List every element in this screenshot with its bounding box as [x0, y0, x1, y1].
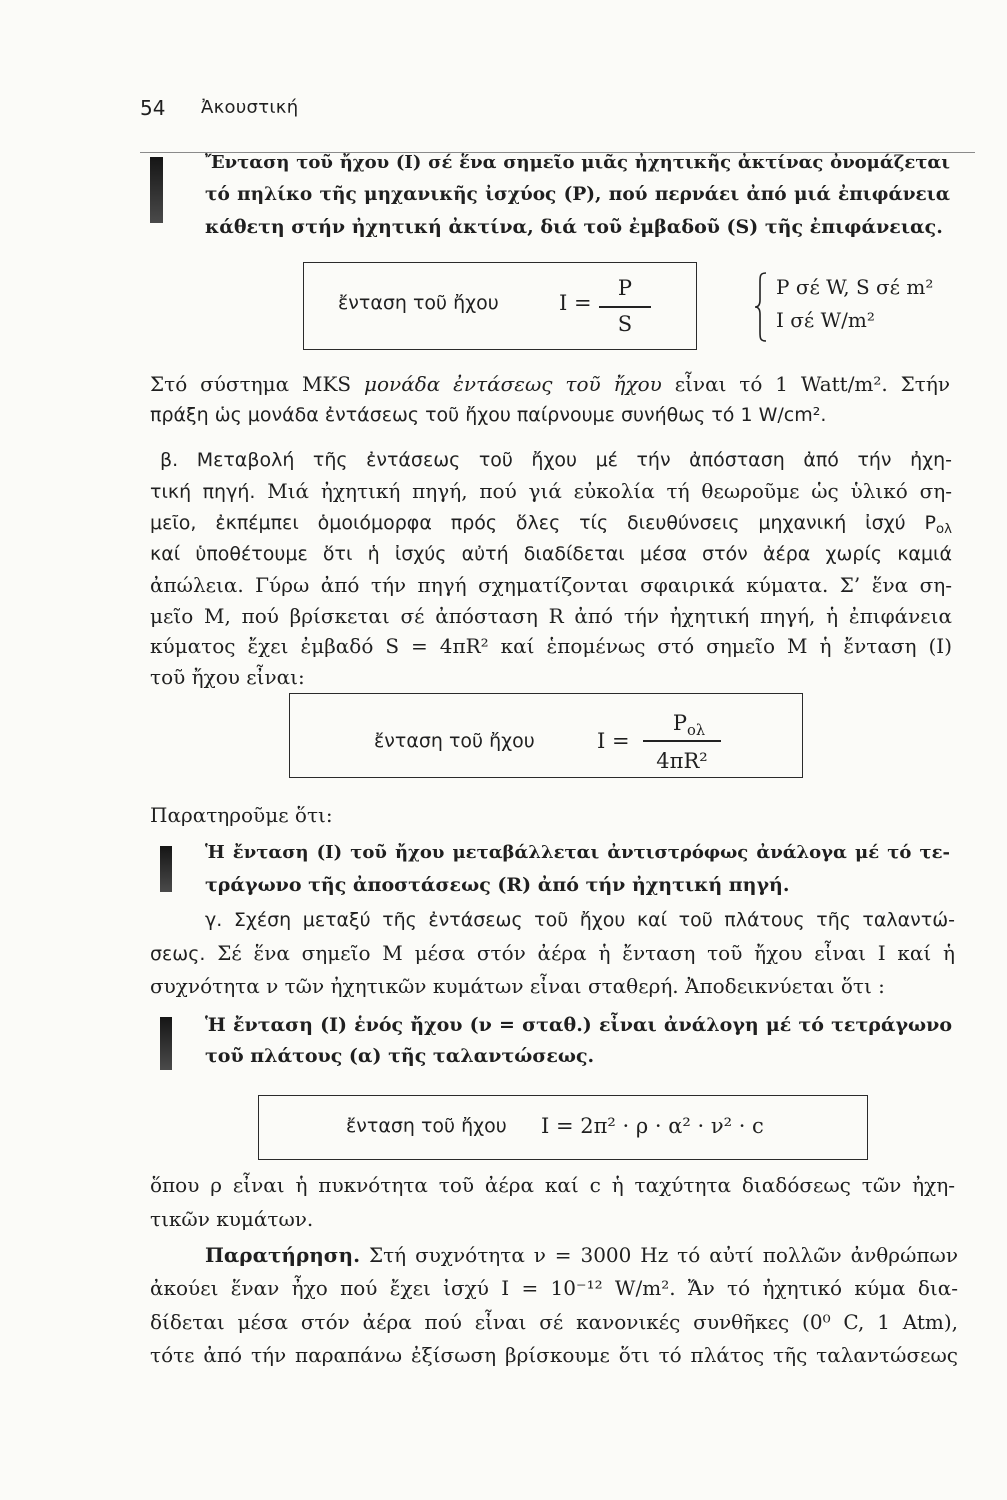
rule-line: τοῦ πλάτους (α) τῆς ταλαντώσεως. [205, 1045, 595, 1067]
power-subscript: ολ [686, 721, 706, 739]
page-number: 54 [140, 96, 166, 120]
fraction-numerator: P [617, 276, 633, 300]
remark-text: Στή συχνότητα ν = 3000 Hz τό αὐτί πολλῶν ἀνθρώπων [360, 1243, 958, 1267]
formula-box-spherical [289, 693, 803, 778]
where-paragraph [150, 1168, 955, 1236]
mks-text: εἶναι τό 1 Watt/m². Στήν [661, 372, 950, 396]
margin-bar [160, 1017, 172, 1070]
mks-italic-term: μονάδα ἐντάσεως τοῦ ἤχου [364, 372, 662, 396]
section-c-line: γ. Σχέση μεταξύ τῆς ἐντάσεως τοῦ ἤχου καί τοῦ πλάτους τῆς ταλαντώ- [205, 909, 955, 931]
rule-line: Ἡ ἔνταση (I) τοῦ ἤχου μεταβάλλεται ἀντιστρόφως ἀνάλογα μέ τό τε- [205, 842, 950, 863]
where-line: ὅπου ρ εἶναι ἡ πυκνότητα τοῦ ἀέρα καί c ἡ ταχύτητα διαδόσεως τῶν ἠχη- [150, 1173, 955, 1197]
fraction-denominator: S [617, 312, 633, 336]
power-symbol: P [672, 711, 687, 735]
formula-lhs: I = [597, 729, 630, 753]
section-b-line [150, 508, 952, 539]
section-c-text: Σέ ἕνα σημεῖο M μέσα στόν ἀέρα ἡ ἔνταση τοῦ ἤχου εἶναι I καί ἡ [205, 940, 955, 965]
remark-line [150, 1239, 958, 1272]
formula-label: ἔνταση τοῦ ἤχου [346, 1115, 507, 1137]
formula-expression: I = 2π² · ρ · α² · ν² · c [541, 1114, 764, 1138]
fraction-denominator: 4πR² [656, 749, 708, 773]
remark-line: δίδεται μέσα στόν ἀέρα πού εἶναι σέ κανονικές συνθῆκες (0⁰ C, 1 Atm), [150, 1309, 958, 1334]
formula-box-amplitude [258, 1095, 868, 1160]
section-b-text: μεῖο, ἐκπέμπει ὁμοιόμορφα πρός ὅλες τίς διευθύνσεις μηχανική ἰσχύ P [150, 511, 936, 534]
power-subscript: ολ [935, 522, 952, 538]
section-c-line [150, 937, 955, 971]
units-line: I σέ W/m² [776, 308, 875, 332]
observation-text: Παρατηροῦμε ὅτι: [150, 803, 333, 827]
formula-label: ἔνταση τοῦ ἤχου [338, 292, 499, 314]
section-b-line: ἀπώλεια. Γύρω ἀπό τήν πηγή σχηματίζονται σφαιρικά κύματα. Σ’ ἕνα ση- [150, 572, 952, 597]
definition-line: Ἔνταση τοῦ ἤχου (I) σέ ἕνα σημεῖο μιᾶς ἠχητικῆς ἀκτίνας ὀνομάζεται [205, 152, 950, 173]
running-title: Ἀκουστική [201, 97, 299, 118]
definition-line: κάθετη στήν ἠχητική ἀκτίνα, διά τοῦ ἐμβαδοῦ (S) τῆς ἐπιφάνειας. [205, 216, 943, 238]
definition-paragraph [205, 147, 950, 243]
section-b-paragraph [150, 445, 952, 693]
section-c-paragraph [150, 904, 955, 1003]
mks-line [150, 369, 950, 400]
brace-icon [754, 272, 768, 342]
section-b-line: μεῖο M, πού βρίσκεται σέ ἀπόσταση R ἀπό τήν ἠχητική πηγή, ἡ ἐπιφάνεια [150, 603, 952, 628]
mks-line: πράξη ὡς μονάδα ἐντάσεως τοῦ ἤχου παίρνουμε συνήθως τό 1 W/cm². [150, 404, 827, 426]
section-b-line [150, 476, 952, 508]
fraction-bar [643, 740, 721, 742]
formula-label: ἔνταση τοῦ ἤχου [374, 730, 535, 752]
section-b-text: Μιά ἠχητική πηγή, πού γιά εὐκολία τή θεωροῦμε ὡς ὑλικό ση- [255, 478, 952, 503]
formula-box-intensity [303, 262, 697, 350]
remark-line: τότε ἀπό τήν παραπάνω ἐξίσωση βρίσκουμε ὅτι τό πλάτος τῆς ταλαντώσεως [150, 1342, 958, 1367]
mks-text: Στό σύστημα MKS [150, 372, 365, 396]
section-c-line: συχνότητα ν τῶν ἠχητικῶν κυμάτων εἶναι σταθερή. Ἀποδεικνύεται ὅτι : [150, 974, 885, 998]
section-b-line: καί ὑποθέτουμε ὅτι ἡ ἰσχύς αὐτή διαδίδεται μέσα στόν ἀέρα χωρίς καμιά [150, 542, 952, 565]
rule-inverse-square [205, 837, 950, 901]
section-b-line: β. Μεταβολή τῆς ἐντάσεως τοῦ ἤχου μέ τήν ἀπόσταση ἀπό τήν ἠχη- [160, 449, 952, 471]
section-b-line: τοῦ ἤχου εἶναι: [150, 665, 305, 690]
fraction-numerator [643, 709, 721, 737]
rule-line: Ἡ ἔνταση (I) ἑνός ἤχου (ν = σταθ.) εἶναι ἀνάλογη μέ τό τετράγωνο [205, 1014, 952, 1036]
section-b-line: κύματος ἔχει ἐμβαδό S = 4πR² καί ἑπομένως στό σημεῖο M ἡ ἔνταση (I) [150, 634, 952, 659]
rule-line: τράγωνο τῆς ἀποστάσεως (R) ἀπό τήν ἠχητική πηγή. [205, 874, 790, 896]
margin-bar [160, 846, 172, 892]
rule-amplitude [205, 1010, 952, 1072]
margin-bar [150, 157, 163, 223]
remark-line: ἀκούει ἕναν ἦχο πού ἔχει ἰσχύ I = 10⁻¹² W/m². Ἄν τό ἠχητικό κύμα δια- [150, 1276, 958, 1301]
units-line: P σέ W, S σέ m² [776, 275, 934, 299]
remark-heading: Παρατήρηση. [205, 1243, 361, 1267]
fraction-bar [599, 306, 651, 308]
definition-line: τό πηλίκο τῆς μηχανικῆς ἰσχύος (P), πού περνάει ἀπό μιά ἐπιφάνεια [205, 184, 950, 205]
section-c-heading-end: σεως. [150, 942, 206, 965]
section-b-heading-end: τική πηγή. [150, 480, 256, 503]
where-line: τικῶν κυμάτων. [150, 1207, 314, 1231]
remark-paragraph [150, 1239, 958, 1372]
mks-paragraph [150, 369, 950, 431]
formula-lhs: I = [559, 291, 592, 315]
